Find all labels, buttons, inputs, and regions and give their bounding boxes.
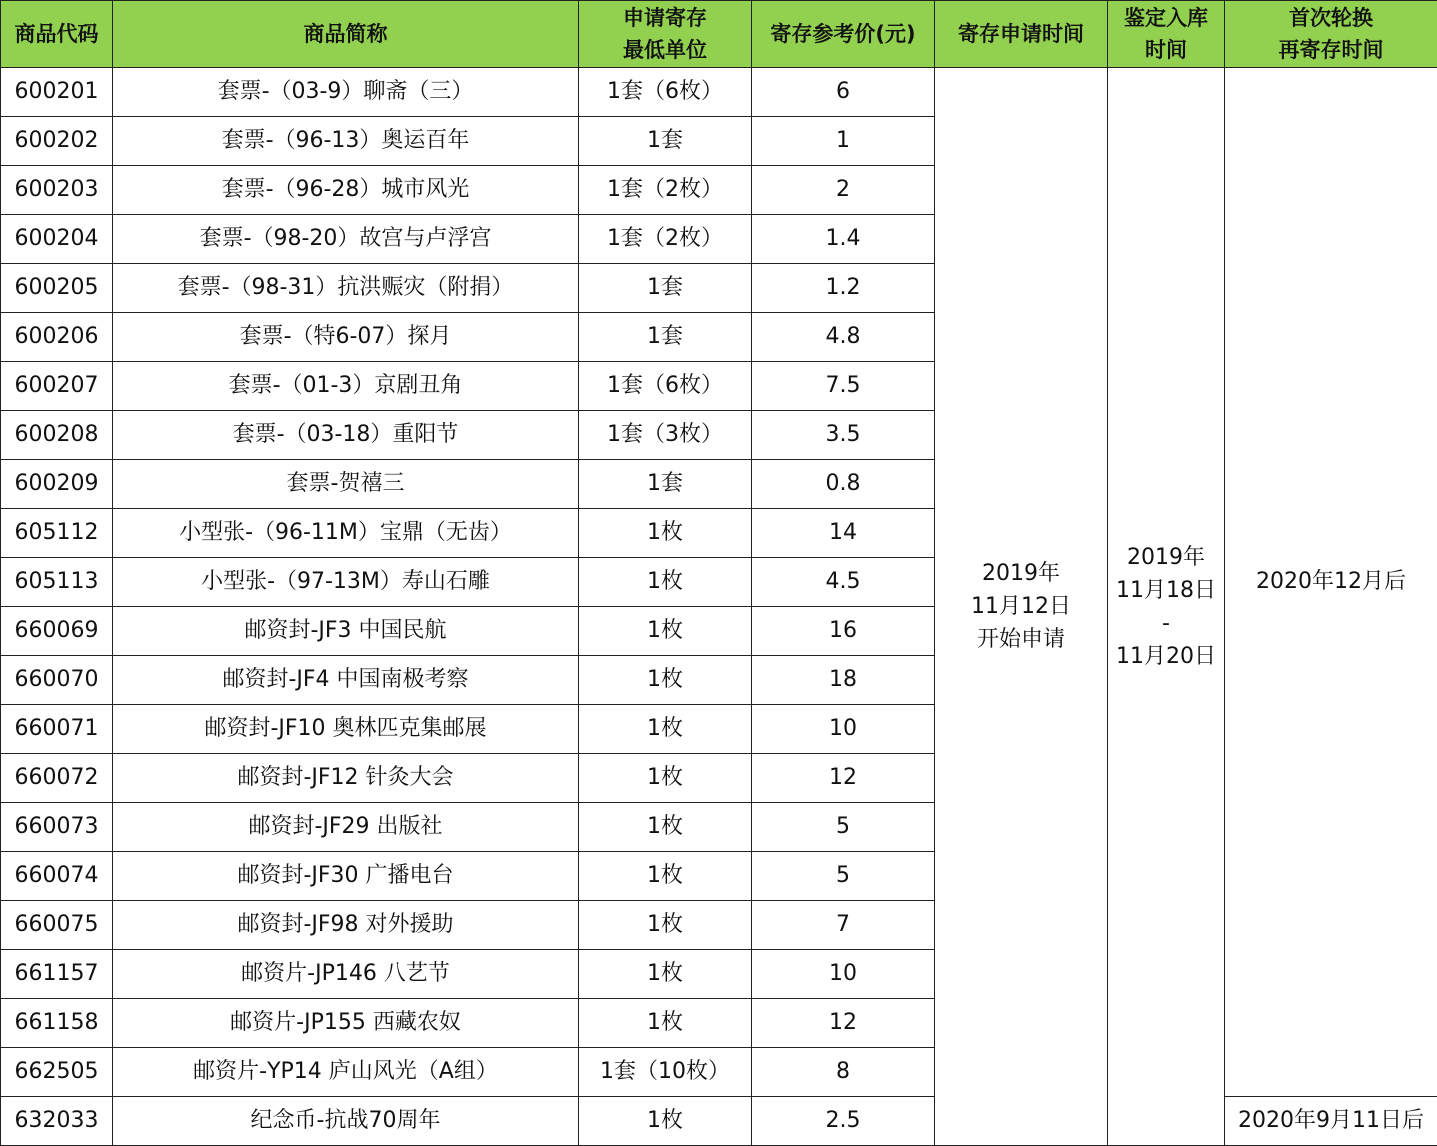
cell-name: 邮资封-JF4 中国南极考察	[113, 656, 579, 705]
cell-unit: 1套	[579, 313, 752, 362]
cell-code: 605112	[1, 509, 113, 558]
header-appraisal	[1108, 1, 1225, 68]
cell-name: 套票-（98-31）抗洪赈灾（附捐）	[113, 264, 579, 313]
cell-unit: 1套	[579, 264, 752, 313]
cell-name: 套票-（01-3）京剧丑角	[113, 362, 579, 411]
cell-unit: 1枚	[579, 607, 752, 656]
cell-code: 660074	[1, 852, 113, 901]
cell-appraisal-time	[1108, 68, 1225, 1146]
cell-name: 套票-（96-13）奥运百年	[113, 117, 579, 166]
cell-code: 600208	[1, 411, 113, 460]
cell-price: 1.2	[752, 264, 935, 313]
cell-code: 662505	[1, 1048, 113, 1097]
cell-name: 套票-（98-20）故宫与卢浮宫	[113, 215, 579, 264]
cell-unit: 1套	[579, 460, 752, 509]
cell-name: 套票-（特6-07）探月	[113, 313, 579, 362]
header-rotation-line1: 首次轮换	[1225, 2, 1437, 34]
cell-price: 0.8	[752, 460, 935, 509]
cell-unit: 1套（3枚）	[579, 411, 752, 460]
cell-code: 661157	[1, 950, 113, 999]
cell-code: 600209	[1, 460, 113, 509]
cell-price: 6	[752, 68, 935, 117]
cell-price: 12	[752, 754, 935, 803]
cell-unit: 1枚	[579, 558, 752, 607]
cell-name: 邮资封-JF30 广播电台	[113, 852, 579, 901]
cell-name: 邮资封-JF3 中国民航	[113, 607, 579, 656]
cell-price: 18	[752, 656, 935, 705]
cell-name: 纪念币-抗战70周年	[113, 1097, 579, 1146]
cell-code: 600203	[1, 166, 113, 215]
appraisal-time-line: 2019年	[1108, 541, 1224, 574]
cell-price: 1.4	[752, 215, 935, 264]
cell-unit: 1枚	[579, 901, 752, 950]
cell-name: 套票-贺禧三	[113, 460, 579, 509]
apply-time-line: 2019年	[935, 557, 1107, 590]
cell-code: 600204	[1, 215, 113, 264]
cell-unit: 1枚	[579, 999, 752, 1048]
cell-name: 邮资封-JF29 出版社	[113, 803, 579, 852]
cell-unit: 1枚	[579, 1097, 752, 1146]
cell-price: 8	[752, 1048, 935, 1097]
header-code: 商品代码	[1, 1, 113, 68]
cell-price: 16	[752, 607, 935, 656]
apply-time-line: 开始申请	[935, 623, 1107, 656]
cell-name: 套票-（03-18）重阳节	[113, 411, 579, 460]
cell-name: 小型张-（97-13M）寿山石雕	[113, 558, 579, 607]
header-apply-time: 寄存申请时间	[935, 1, 1108, 68]
cell-code: 660072	[1, 754, 113, 803]
cell-unit: 1套（6枚）	[579, 68, 752, 117]
cell-unit: 1枚	[579, 803, 752, 852]
cell-rotation-main: 2020年12月后	[1225, 68, 1437, 1097]
cell-code: 660075	[1, 901, 113, 950]
appraisal-time-line: -	[1108, 607, 1224, 640]
appraisal-time-line: 11月18日	[1108, 574, 1224, 607]
cell-price: 7.5	[752, 362, 935, 411]
cell-name: 套票-（03-9）聊斋（三）	[113, 68, 579, 117]
header-rotation	[1225, 1, 1437, 68]
header-name: 商品简称	[113, 1, 579, 68]
cell-name: 套票-（96-28）城市风光	[113, 166, 579, 215]
cell-code: 660071	[1, 705, 113, 754]
header-row	[1, 1, 1437, 68]
cell-unit: 1套（6枚）	[579, 362, 752, 411]
header-price: 寄存参考价(元)	[752, 1, 935, 68]
cell-price: 4.5	[752, 558, 935, 607]
cell-name: 邮资片-JP146 八艺节	[113, 950, 579, 999]
header-unit	[579, 1, 752, 68]
cell-price: 2	[752, 166, 935, 215]
cell-unit: 1套（2枚）	[579, 166, 752, 215]
cell-code: 660069	[1, 607, 113, 656]
cell-code: 632033	[1, 1097, 113, 1146]
cell-code: 660070	[1, 656, 113, 705]
cell-unit: 1枚	[579, 705, 752, 754]
cell-unit: 1枚	[579, 950, 752, 999]
cell-unit: 1枚	[579, 656, 752, 705]
cell-code: 600207	[1, 362, 113, 411]
cell-code: 600205	[1, 264, 113, 313]
header-unit-line2: 最低单位	[579, 34, 751, 66]
cell-name: 小型张-（96-11M）宝鼎（无齿）	[113, 509, 579, 558]
apply-time-line: 11月12日	[935, 590, 1107, 623]
cell-code: 600201	[1, 68, 113, 117]
cell-price: 5	[752, 852, 935, 901]
cell-code: 660073	[1, 803, 113, 852]
cell-unit: 1套	[579, 117, 752, 166]
cell-unit: 1套（10枚）	[579, 1048, 752, 1097]
cell-price: 12	[752, 999, 935, 1048]
cell-name: 邮资封-JF10 奥林匹克集邮展	[113, 705, 579, 754]
header-appraisal-line1: 鉴定入库	[1108, 2, 1224, 34]
header-appraisal-line2: 时间	[1108, 34, 1224, 66]
cell-price: 7	[752, 901, 935, 950]
cell-name: 邮资片-YP14 庐山风光（A组）	[113, 1048, 579, 1097]
cell-code: 600202	[1, 117, 113, 166]
cell-price: 14	[752, 509, 935, 558]
cell-apply-time	[935, 68, 1108, 1146]
cell-price: 10	[752, 950, 935, 999]
header-unit-line1: 申请寄存	[579, 2, 751, 34]
cell-code: 661158	[1, 999, 113, 1048]
cell-unit: 1枚	[579, 754, 752, 803]
cell-rotation-last: 2020年9月11日后	[1225, 1097, 1437, 1146]
cell-price: 5	[752, 803, 935, 852]
cell-price: 10	[752, 705, 935, 754]
cell-unit: 1枚	[579, 509, 752, 558]
cell-code: 605113	[1, 558, 113, 607]
cell-name: 邮资封-JF98 对外援助	[113, 901, 579, 950]
cell-price: 2.5	[752, 1097, 935, 1146]
cell-name: 邮资片-JP155 西藏农奴	[113, 999, 579, 1048]
cell-price: 4.8	[752, 313, 935, 362]
cell-code: 600206	[1, 313, 113, 362]
cell-unit: 1套（2枚）	[579, 215, 752, 264]
cell-name: 邮资封-JF12 针灸大会	[113, 754, 579, 803]
header-rotation-line2: 再寄存时间	[1225, 34, 1437, 66]
cell-price: 3.5	[752, 411, 935, 460]
cell-price: 1	[752, 117, 935, 166]
table-row	[1, 68, 1437, 117]
cell-unit: 1枚	[579, 852, 752, 901]
appraisal-time-line: 11月20日	[1108, 640, 1224, 673]
